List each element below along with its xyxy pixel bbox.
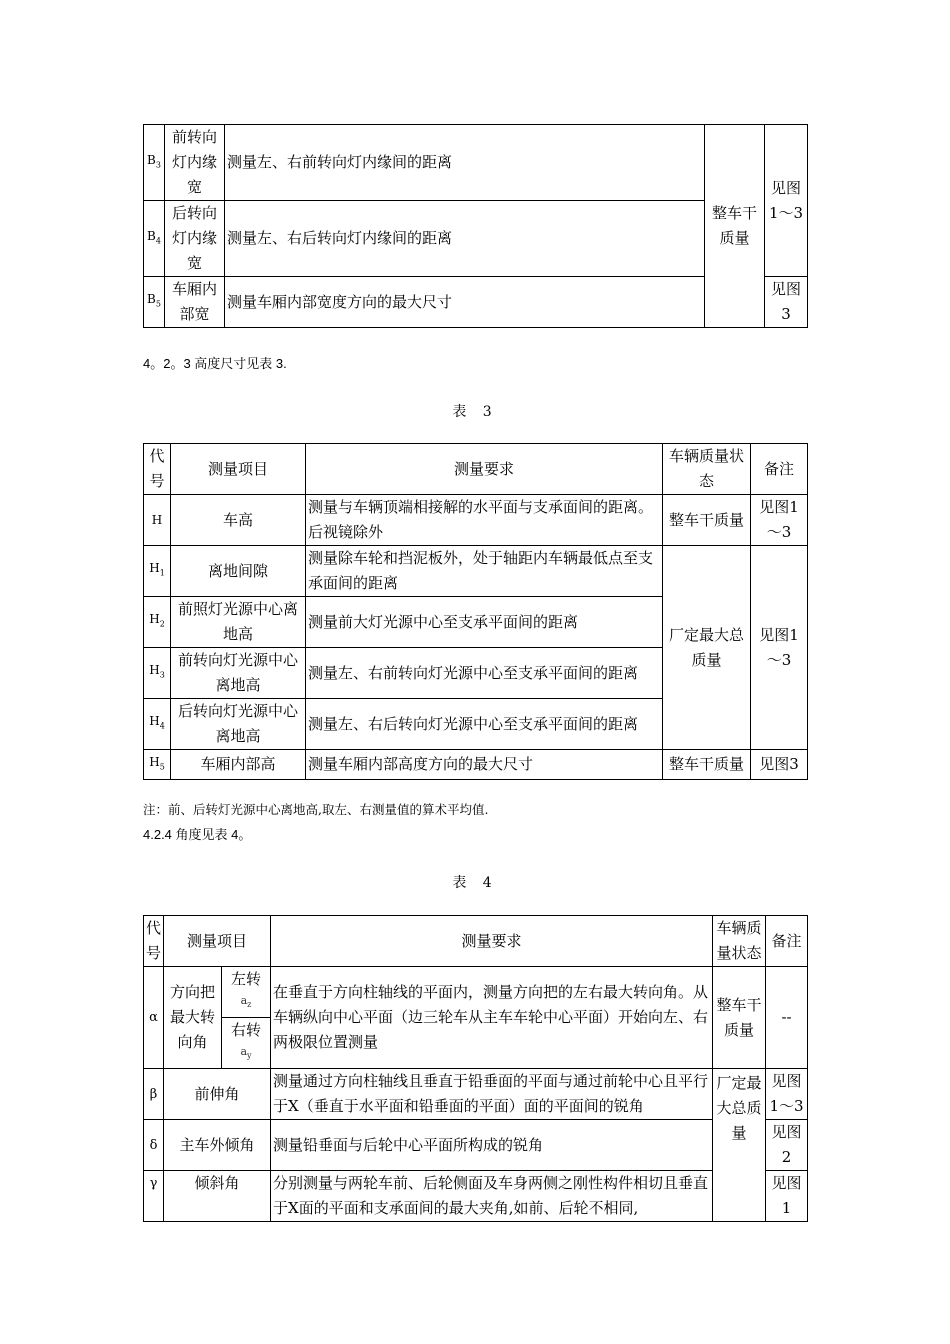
t3-header-item: 测量项目 (171, 444, 306, 495)
section-4-2-4: 4.2.4 角度见表 4。 (143, 827, 252, 842)
code-beta: β (144, 1069, 164, 1120)
alpha-right-turn (222, 1018, 271, 1069)
note-gamma: 见图1 (766, 1171, 808, 1222)
state-alpha: 整车干质量 (713, 967, 766, 1069)
req-b3: 测量左、右前转向灯内缘间的距离 (225, 125, 705, 201)
code-h4: $H_4$ (144, 699, 171, 750)
item-h: 车高 (171, 495, 306, 546)
note-b34: 见图1～3 (765, 125, 808, 277)
req-h4: 测量左、右后转向灯光源中心至支承平面间的距离 (306, 699, 663, 750)
table-top (143, 124, 808, 328)
req-b5: 测量车厢内部宽度方向的最大尺寸 (225, 277, 705, 328)
item-gamma: 倾斜角 (164, 1171, 271, 1222)
table3-footnote: 注：前、后转灯光源中心离地高,取左、右测量值的算术平均值. (143, 802, 489, 817)
req-h5: 测量车厢内部高度方向的最大尺寸 (306, 750, 663, 780)
alpha-left-label: 左转 (231, 969, 262, 988)
req-alpha: 在垂直于方向柱轴线的平面内，测量方向把的左右最大转向角。从车辆纵向中心平面（边三轮车从主车车轮中心平面）开始向左、右两极限位置测量 (271, 967, 713, 1069)
item-h2: 前照灯光源中心离地高 (171, 597, 306, 648)
section-4-2-3: 4。2。3 高度尺寸见表 3. (143, 356, 287, 371)
item-h1: 离地间隙 (171, 546, 306, 597)
t3-header-code: 代号 (144, 444, 171, 495)
state-b: 整车干质量 (705, 125, 765, 328)
code-h: H (144, 495, 171, 546)
state-h: 整车干质量 (663, 495, 751, 546)
alpha-left-turn (222, 967, 271, 1018)
table3-caption: 表 3 (452, 404, 498, 420)
item-h4: 后转向灯光源中心离地高 (171, 699, 306, 750)
code-alpha: α (144, 967, 164, 1069)
item-b3: 前转向灯内缘宽 (165, 125, 225, 201)
req-h: 测量与车辆顶端相接解的水平面与支承面间的距离。后视镜除外 (306, 495, 663, 546)
code-gamma: γ (144, 1171, 164, 1222)
note-h1-4: 见图1～3 (751, 546, 808, 750)
req-h3: 测量左、右前转向灯光源中心至支承平面间的距离 (306, 648, 663, 699)
note-alpha: -- (766, 967, 808, 1069)
req-b4: 测量左、右后转向灯内缘间的距离 (225, 201, 705, 277)
item-h5: 车厢内部高 (171, 750, 306, 780)
item-h3: 前转向灯光源中心离地高 (171, 648, 306, 699)
alpha-right-symbol: $a_y$ (240, 1044, 252, 1061)
code-b5: $B_5$ (144, 277, 165, 328)
table-4 (143, 915, 808, 1222)
item-delta: 主车外倾角 (164, 1120, 271, 1171)
note-delta: 见图2 (766, 1120, 808, 1171)
req-h1: 测量除车轮和挡泥板外，处于轴距内车辆最低点至支承面间的距离 (306, 546, 663, 597)
t4-header-item: 测量项目 (164, 916, 271, 967)
alpha-right-label: 右转 (231, 1020, 262, 1039)
t4-header-state: 车辆质量状态 (713, 916, 766, 967)
code-h1: $H_1$ (144, 546, 171, 597)
req-gamma: 分别测量与两轮车前、后轮侧面及车身两侧之刚性构件相切且垂直于X面的平面和支承面间的最大夹角,如前、后轮不相同, (271, 1171, 713, 1222)
item-b4: 后转向灯内缘宽 (165, 201, 225, 277)
t3-header-note: 备注 (751, 444, 808, 495)
item-beta: 前伸角 (164, 1069, 271, 1120)
note-h5: 见图3 (751, 750, 808, 780)
req-beta: 测量通过方向柱轴线且垂直于铅垂面的平面与通过前轮中心且平行于X（垂直于水平面和铅垂面的平面）面的平面间的锐角 (271, 1069, 713, 1120)
item-b5: 车厢内部宽 (165, 277, 225, 328)
alpha-left-symbol: $a_z$ (240, 993, 252, 1010)
t3-header-req: 测量要求 (306, 444, 663, 495)
code-delta: δ (144, 1120, 164, 1171)
t3-header-state: 车辆质量状态 (663, 444, 751, 495)
req-h2: 测量前大灯光源中心至支承平面间的距离 (306, 597, 663, 648)
t4-header-code: 代号 (144, 916, 164, 967)
note-beta: 见图1～3 (766, 1069, 808, 1120)
table-3 (143, 443, 808, 780)
code-b3: $B_3$ (144, 125, 165, 201)
state-bdg: 厂定最大总质量 (713, 1069, 766, 1222)
item-alpha: 方向把最大转向角 (164, 967, 222, 1069)
state-h1-4: 厂定最大总质量 (663, 546, 751, 750)
t4-header-req: 测量要求 (271, 916, 713, 967)
table4-caption: 表 4 (452, 875, 498, 891)
code-h2: $H_2$ (144, 597, 171, 648)
code-h5: $H_5$ (144, 750, 171, 780)
note-h: 见图1～3 (751, 495, 808, 546)
code-h3: $H_3$ (144, 648, 171, 699)
note-b5: 见图3 (765, 277, 808, 328)
state-h5: 整车干质量 (663, 750, 751, 780)
t4-header-note: 备注 (766, 916, 808, 967)
req-delta: 测量铅垂面与后轮中心平面所构成的锐角 (271, 1120, 713, 1171)
code-b4: $B_4$ (144, 201, 165, 277)
